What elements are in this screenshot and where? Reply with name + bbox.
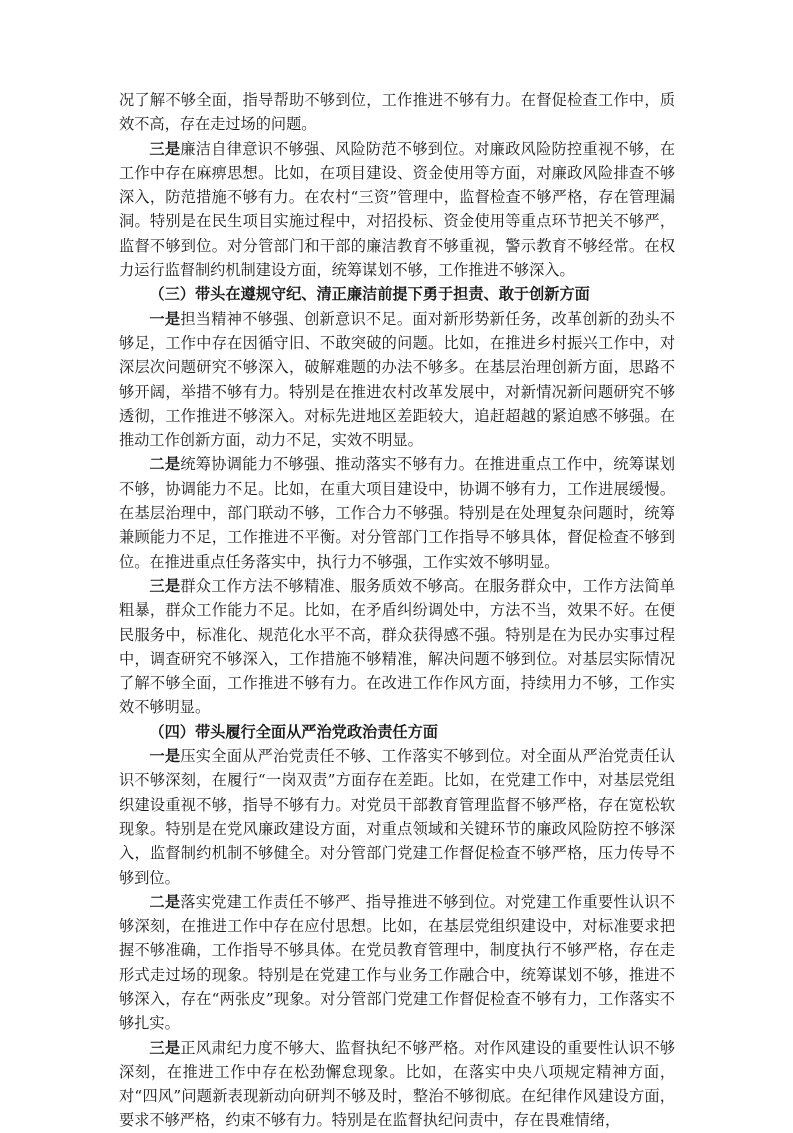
- paragraph: [119, 744, 675, 890]
- paragraph: [119, 137, 675, 283]
- paragraph: [119, 1036, 675, 1133]
- document-body: [119, 88, 675, 1133]
- paragraph-text: 况了解不够全面，指导帮助不够到位，工作推进不够有力。在督促检查工作中，质效不高，存在走过场的问题。: [119, 91, 675, 134]
- paragraph-lead: 二是: [149, 455, 181, 474]
- paragraph-lead: 一是: [149, 309, 181, 328]
- paragraph: [119, 574, 675, 720]
- paragraph: [119, 890, 675, 1036]
- paragraph-continuation: [119, 88, 675, 137]
- paragraph-lead: 一是: [149, 747, 181, 766]
- paragraph-lead: 三是: [149, 1038, 181, 1057]
- paragraph-text: 廉洁自律意识不够强、风险防范不够到位。对廉政风险防控重视不够，在工作中存在麻痹思想。比如，在项目建设、资金使用等方面，对廉政风险排查不够深入，防范措施不够有力。在农村“三资”管理中，监督检查不够严格，存在管理漏洞。特别是在民生项目实施过程中，对招投标、资金使用等重点环节把关不够严，监督不够到位。对分管部门和干部的廉洁教育不够重视，警示教育不够经常。在权力运行监督制约机制建设方面，统筹谋划不够，工作推进不够深入。: [119, 139, 676, 280]
- paragraph-lead: 三是: [149, 576, 181, 595]
- paragraph-text: 担当精神不够强、创新意识不足。面对新形势新任务，改革创新的劲头不够足，工作中存在因循守旧、不敢突破的问题。比如，在推进乡村振兴工作中，对深层次问题研究不够深入，破解难题的办法不够多。在基层治理创新方面，思路不够开阔，举措不够有力。特别是在推进农村改革发展中，对新情况新问题研究不够透彻，工作推进不够深入。对标先进地区差距较大，追赶超越的紧迫感不够强。在推动工作创新方面，动力不足，实效不明显。: [119, 309, 676, 450]
- paragraph-text: 统筹协调能力不够强、推动落实不够有力。在推进重点工作中，统筹谋划不够，协调能力不足。比如，在重大项目建设中，协调不够有力，工作进展缓慢。在基层治理中，部门联动不够，工作合力不够强。特别是在处理复杂问题时，统筹兼顾能力不足，工作推进不平衡。对分管部门工作指导不够具体，督促检查不够到位。在推进重点任务落实中，执行力不够强，工作实效不够明显。: [119, 455, 676, 571]
- paragraph-lead: 二是: [149, 892, 181, 911]
- paragraph-text: 群众工作方法不够精准、服务质效不够高。在服务群众中，工作方法简单粗暴，群众工作能力不足。比如，在矛盾纠纷调处中，方法不当，效果不好。在便民服务中，标准化、规范化水平不高，群众获得感不强。特别是在为民办实事过程中，调查研究不够深入，工作措施不够精准，解决问题不够到位。对基层实际情况了解不够全面，工作推进不够有力。在改进工作作风方面，持续用力不够，工作实效不够明显。: [119, 576, 676, 717]
- section-heading: （四）带头履行全面从严治党政治责任方面: [149, 722, 438, 741]
- paragraph: [119, 307, 675, 453]
- paragraph-text: 压实全面从严治党责任不够、工作落实不够到位。对全面从严治党责任认识不够深刻，在履行“一岗双责”方面存在差距。比如，在党建工作中，对基层党组织建设重视不够，指导不够有力。对党员干部教育管理监督不够严格，存在宽松软现象。特别是在党风廉政建设方面，对重点领域和关键环节的廉政风险防控不够深入，监督制约机制不够健全。对分管部门党建工作督促检查不够严格，压力传导不够到位。: [119, 747, 676, 887]
- paragraph-text: 落实党建工作责任不够严、指导推进不够到位。对党建工作重要性认识不够深刻，在推进工作中存在应付思想。比如，在基层党组织建设中，对标准要求把握不够准确，工作指导不够具体。在党员教育管理中，制度执行不够严格，存在走形式走过场的现象。特别是在党建工作与业务工作融合中，统筹谋划不够，推进不够深入，存在“两张皮”现象。对分管部门党建工作督促检查不够有力，工作落实不够扎实。: [119, 892, 676, 1033]
- paragraph-lead: 三是: [149, 139, 181, 158]
- paragraph: [119, 452, 675, 573]
- paragraph-text: 正风肃纪力度不够大、监督执纪不够严格。对作风建设的重要性认识不够深刻，在推进工作中存在松劲懈怠现象。比如，在落实中央八项规定精神方面，对“四风”问题新表现新动向研判不够及时，整治不够彻底。在纪律作风建设方面，要求不够严格，约束不够有力。特别是在监督执纪问责中，存在畏难情绪，: [119, 1038, 676, 1130]
- section-heading: （三）带头在遵规守纪、清正廉洁前提下勇于担责、敢于创新方面: [149, 285, 590, 304]
